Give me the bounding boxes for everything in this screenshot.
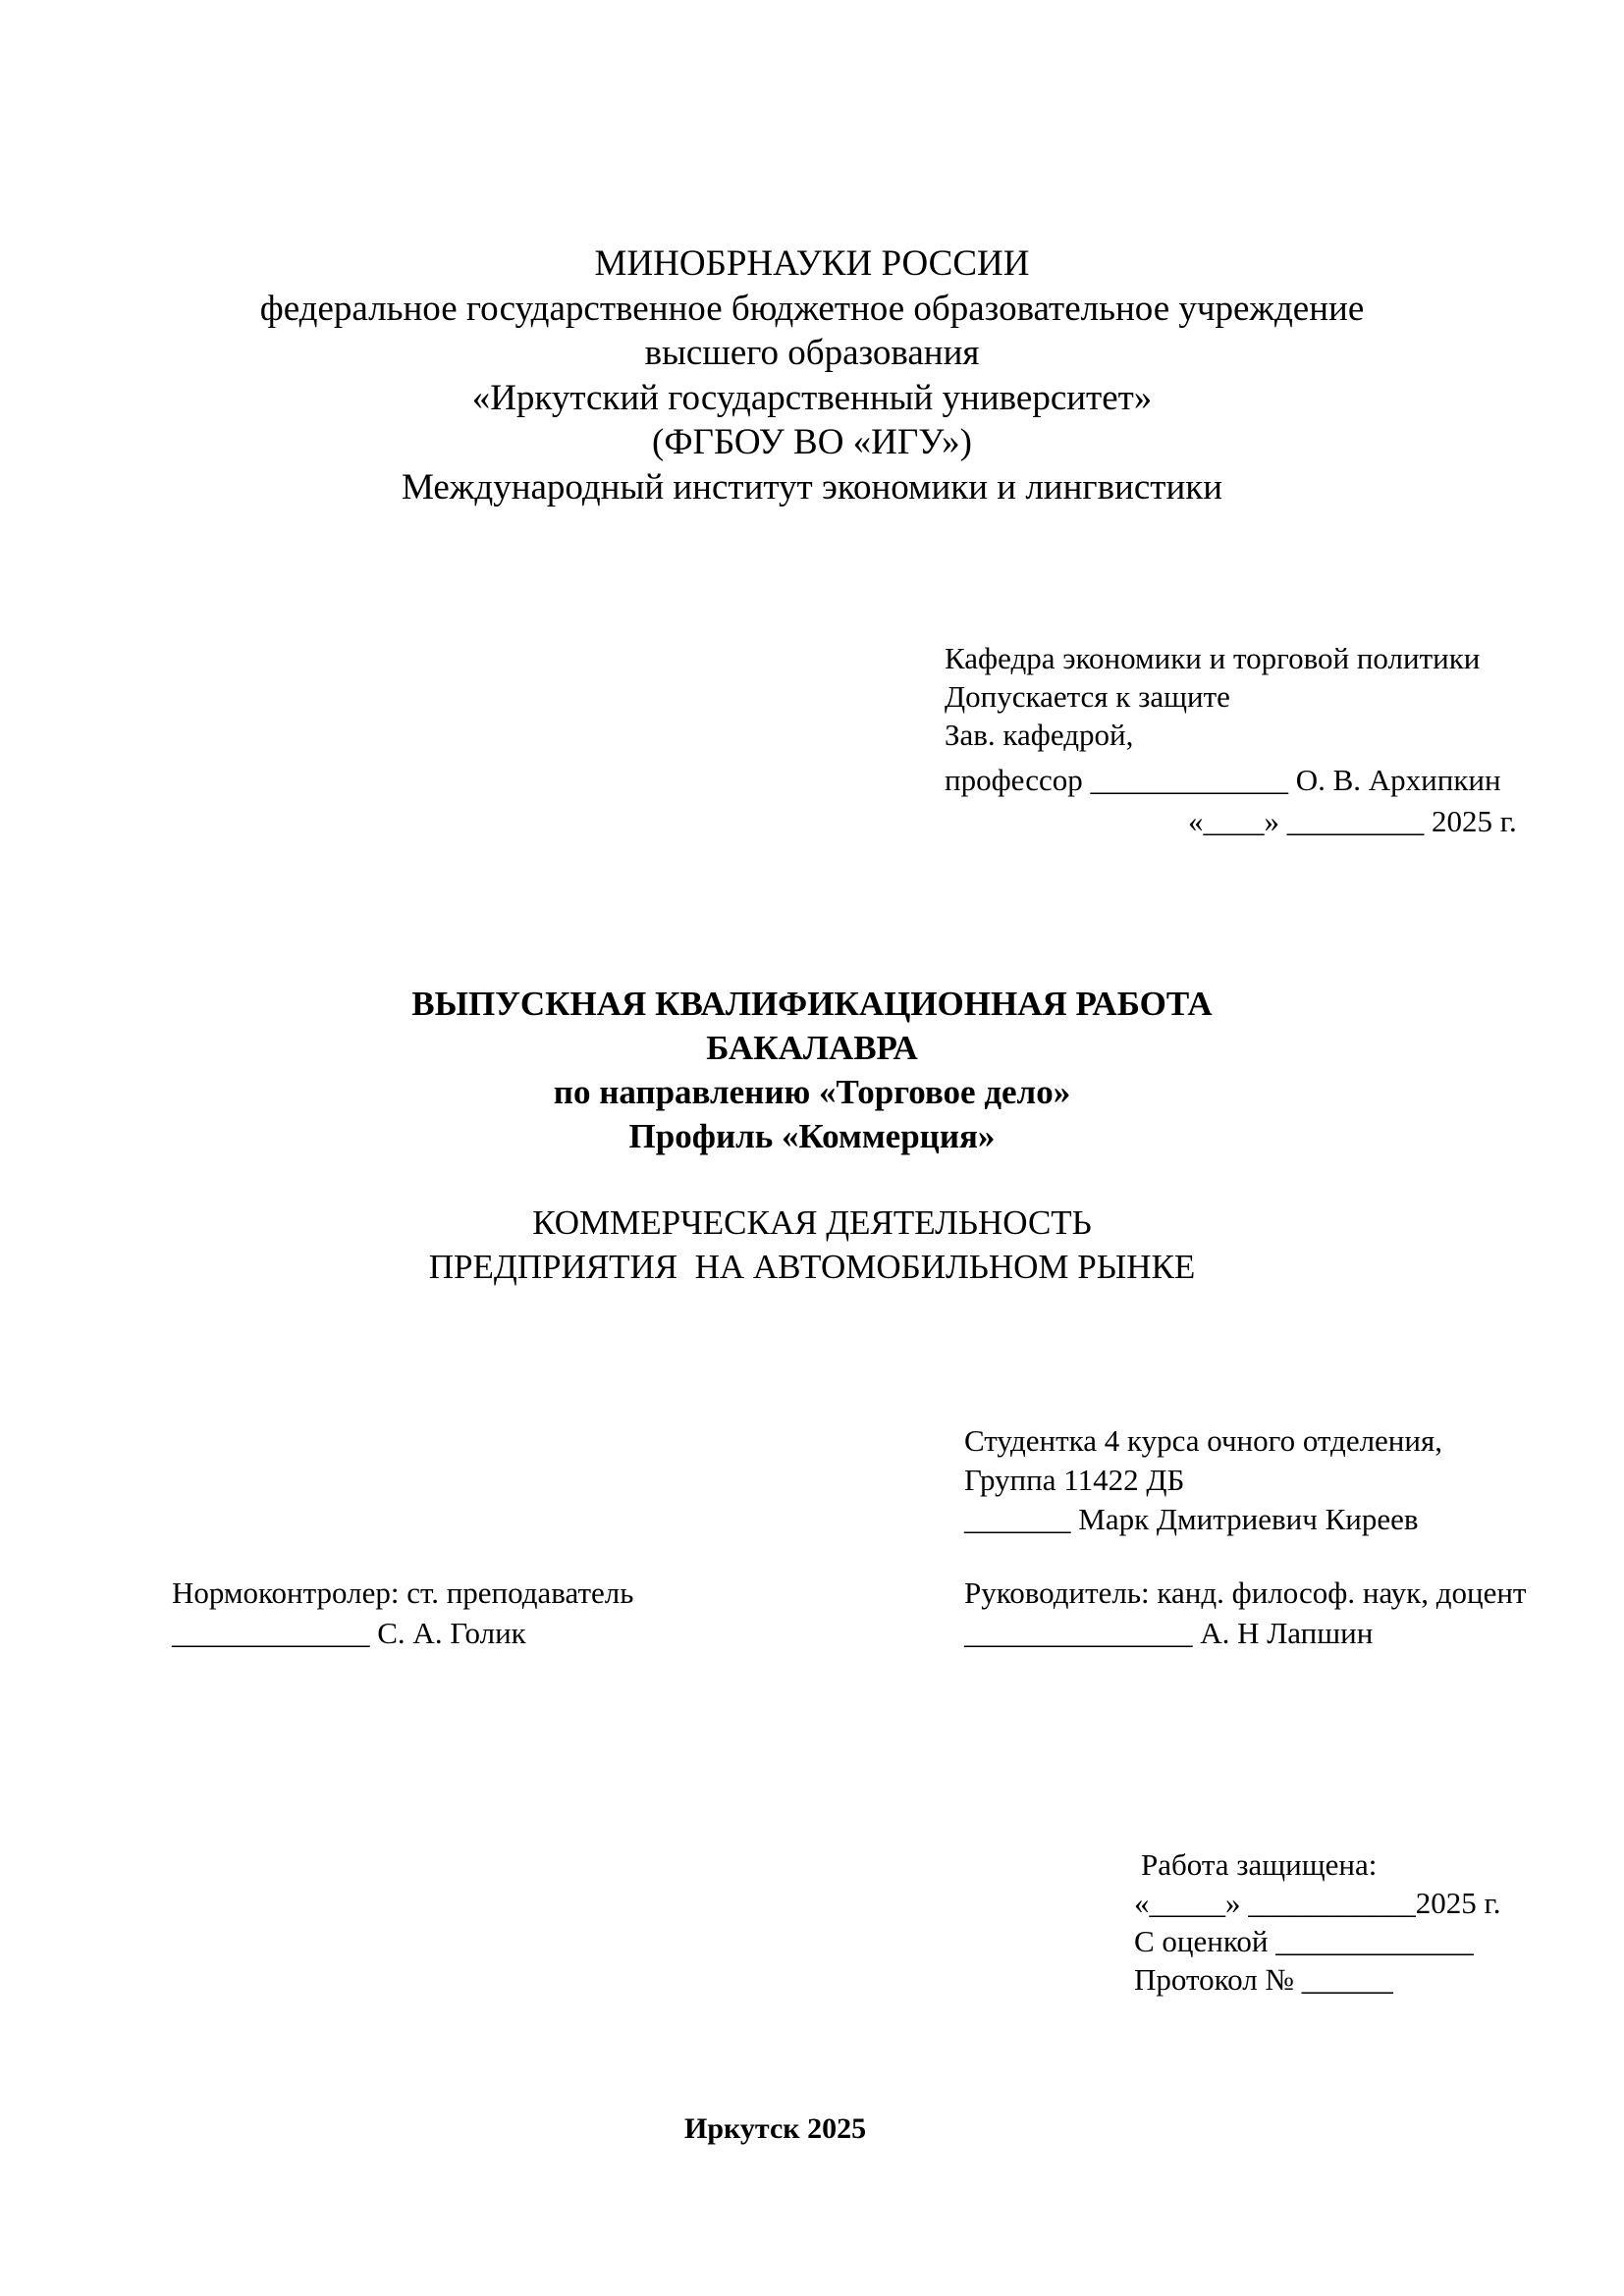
work-title-line1: ВЫПУСКНАЯ КВАЛИФИКАЦИОННАЯ РАБОТА <box>411 985 1213 1023</box>
head-of-department-title: Зав. кафедрой, <box>945 718 1134 752</box>
institute-name: Международный институт экономики и лингвистики <box>401 467 1223 507</box>
approval-date-line: «____» _________ 2025 г. <box>1188 804 1517 838</box>
defense-protocol: Протокол № ______ <box>1134 1962 1393 1997</box>
defense-date-line: «_____» ___________2025 г. <box>1134 1886 1501 1920</box>
defense-status: Работа защищена: <box>1141 1847 1378 1882</box>
ministry-name: МИНОБРНАУКИ РОССИИ <box>594 243 1030 284</box>
student-signature: _______ Марк Дмитриевич Киреев <box>964 1502 1419 1536</box>
supervisor-title: Руководитель: канд. философ. наук, доцент <box>964 1575 1527 1610</box>
normcontroller-title: Нормоконтролер: ст. преподаватель <box>172 1575 634 1610</box>
department-name: Кафедра экономики и торговой политики <box>945 641 1481 675</box>
student-group: Группа 11422 ДБ <box>964 1463 1185 1497</box>
topic-line1: КОММЕРЧЕСКАЯ ДЕЯТЕЛЬНОСТЬ <box>532 1203 1092 1242</box>
student-course: Студентка 4 курса очного отделения, <box>964 1423 1442 1458</box>
work-direction: по направлению «Торговое дело» <box>553 1073 1071 1111</box>
institution-type: федеральное государственное бюджетное образовательное учреждение <box>259 289 1365 329</box>
education-level: высшего образования <box>644 333 980 373</box>
normcontroller-signature: _____________ С. А. Голик <box>172 1616 526 1650</box>
university-name: «Иркутский государственный университет» <box>471 378 1153 418</box>
head-of-department-signature: профессор _____________ О. В. Архипкин <box>945 763 1501 797</box>
work-title-line2: БАКАЛАВРА <box>706 1029 918 1067</box>
university-short-name: (ФГБОУ ВО «ИГУ») <box>652 422 972 462</box>
defense-grade: С оценкой _____________ <box>1134 1924 1474 1958</box>
topic-line2: ПРЕДПРИЯТИЯ НА АВТОМОБИЛЬНОМ РЫНКЕ <box>428 1248 1196 1286</box>
work-profile: Профиль «Коммерция» <box>628 1117 996 1155</box>
admitted-to-defense: Допускается к защите <box>945 679 1230 714</box>
city-year: Иркутск 2025 <box>684 2112 867 2145</box>
supervisor-signature: _______________ А. Н Лапшин <box>964 1616 1374 1650</box>
